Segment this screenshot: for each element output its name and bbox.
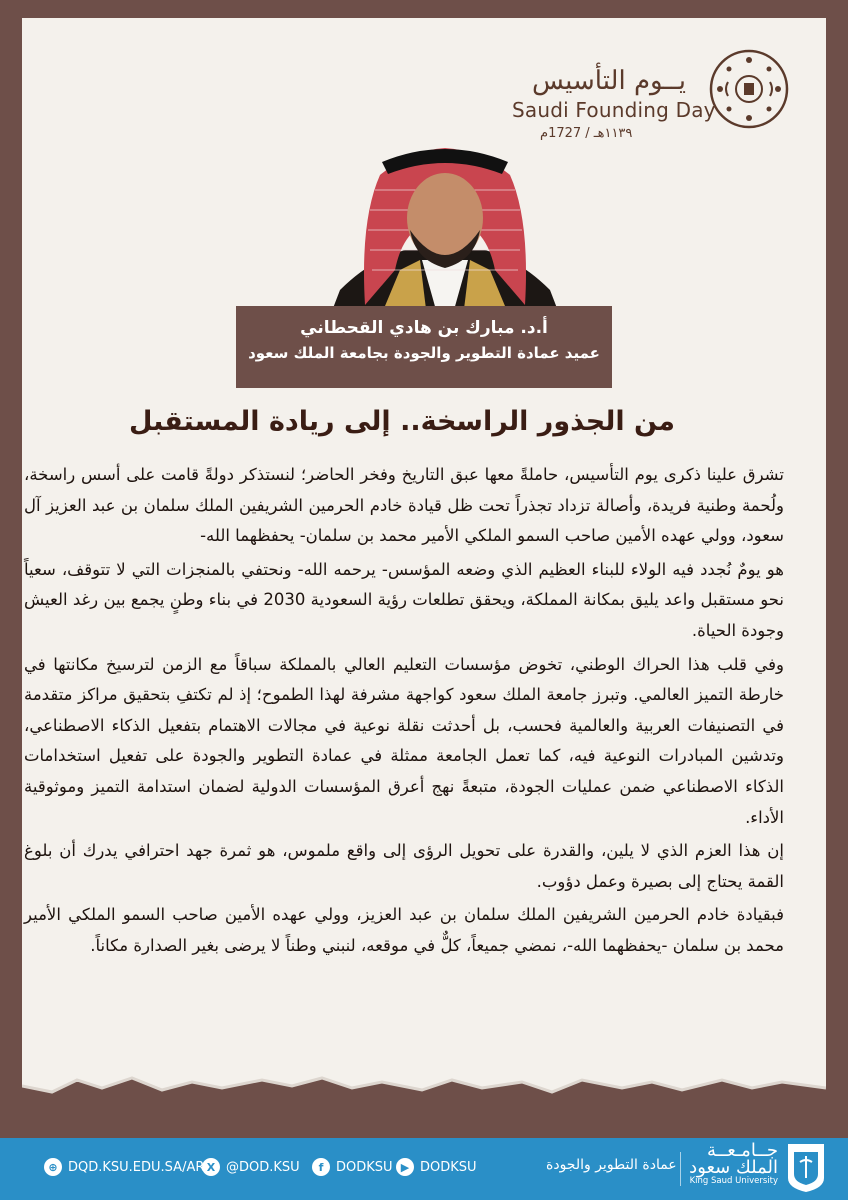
founding-day-date: ١١٣٩هـ / 1727م — [540, 126, 633, 141]
footer-divider — [680, 1152, 681, 1186]
article-paragraph: إن هذا العزم الذي لا يلين، والقدرة على تحويل الرؤى إلى واقع ملموس، هو ثمرة جهد احترافي يدرك أن بلوغ القمة يحتاج إلى بصيرة وعمل دؤوب. — [24, 841, 784, 891]
article-paragraph: هو يومٌ نُجدد فيه الولاء للبناء العظيم الذي وضعه المؤسس- يرحمه الله- ونحتفي بالمنجزات التي لا تتوقف، سعياً نحو مستقبل واعد يليق بمكانة المملكة، ويحقق تطلعات رؤية السعودية 2030 في بناء وطنٍ يجمع بين رغد العيش وجودة الحياة. — [24, 559, 784, 640]
founding-day-logo-arabic: يــوم التأسيس — [532, 66, 686, 96]
facebook-icon: f — [312, 1158, 330, 1176]
social-facebook-link[interactable] — [312, 1156, 393, 1178]
article-paragraph: فبقيادة خادم الحرمين الشريفين الملك سلمان بن عبد العزيز، وولي عهده الأمين صاحب السمو الملكي الأمير محمد بن سلمان -يحفظهما الله-، نمضي جميعاً، كلٌّ في موقعه، لنبني وطناً لا يرضى بغير الصدارة مكاناً. — [24, 905, 784, 955]
founding-day-logo-english: Saudi Founding Day — [512, 98, 716, 122]
article-paragraph: وفي قلب هذا الحراك الوطني، تخوض مؤسسات التعليم العالي بالمملكة سباقاً مع الزمن لترسيخ مكانتها في خارطة التميز العالمي. وتبرز جامعة الملك سعود كواجهة مشرفة لهذا الطموح؛ إذ لم تكتفِ بتحقيق مراكز متقدمة في التصنيفات العربية والعالمية فحسب، بل أحدثت نقلة نوعية في مجالات الاهتمام بتفعيل الذكاء الاصطناعي، وتدشين المبادرات النوعية فيه، كما تعمل الجامعة ممثلة في عمادة التطوير والجودة على تفعيل استخدامات الذكاء الاصطناعي ضمن عمليات الجودة، متبعةً نهج أعرق المؤسسات الدولية لضمان استدامة التميز وموثوقية الأداء. — [24, 654, 784, 827]
founding-day-seal-icon — [708, 48, 790, 130]
social-x-link[interactable] — [202, 1156, 300, 1178]
x-icon: X — [202, 1158, 220, 1176]
social-label: @DOD.KSU — [226, 1159, 300, 1175]
author-position: عميد عمادة التطوير والجودة بجامعة الملك سعود — [248, 344, 600, 362]
article-title: من الجذور الراسخة.. إلى ريادة المستقبل — [129, 406, 675, 437]
author-name-box — [236, 306, 612, 388]
torn-paper-edge — [22, 1058, 826, 1128]
ksu-logo — [686, 1140, 826, 1196]
social-label: DQD.KSU.EDU.SA/AR — [68, 1159, 205, 1175]
ksu-logo-arabic-line2: الملك سعود — [689, 1157, 778, 1178]
ksu-logo-english: King Saud University — [689, 1176, 778, 1186]
social-website-link[interactable] — [44, 1156, 204, 1178]
article-body — [24, 460, 784, 965]
youtube-icon: ▶ — [396, 1158, 414, 1176]
ksu-logo-arabic-line1: جــامـعــة — [707, 1140, 778, 1161]
ksu-emblem-icon — [786, 1142, 826, 1194]
article-paragraph: تشرق علينا ذكرى يوم التأسيس، حاملةً معها عبق التاريخ وفخر الحاضر؛ لنستذكر دولةً قامت على أسس راسخة، ولُحمة وطنية فريدة، وأصالة تزداد تجذراً تحت ظل قيادة خادم الحرمين الشريفين الملك سلمان بن عبد العزيز آل سعود، وولي عهده الأمين صاحب السمو الملكي الأمير محمد بن سلمان- يحفظهما الله- — [24, 465, 784, 546]
social-youtube-link[interactable] — [396, 1156, 477, 1178]
social-label: DODKSU — [336, 1159, 393, 1175]
author-name: أ.د. مبارك بن هادي القحطاني — [300, 318, 548, 338]
department-name: عمادة التطوير والجودة — [546, 1157, 677, 1173]
social-label: DODKSU — [420, 1159, 477, 1175]
globe-icon: ⊕ — [44, 1158, 62, 1176]
